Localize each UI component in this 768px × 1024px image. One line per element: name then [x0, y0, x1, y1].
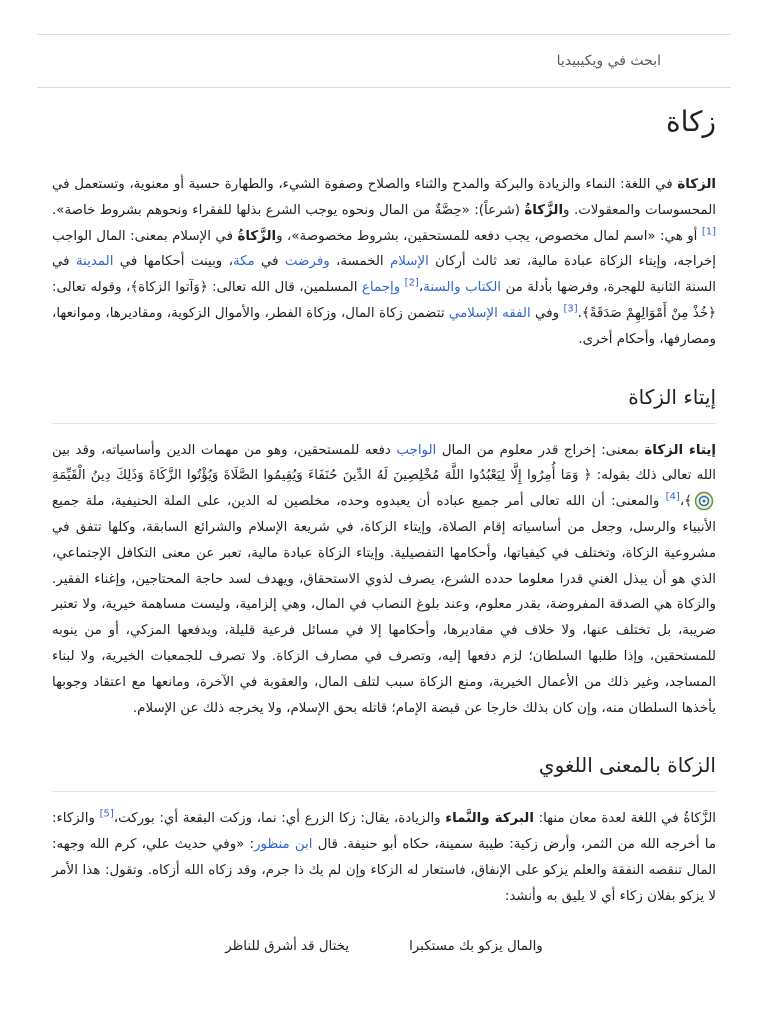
text: ، [418, 280, 424, 296]
link-fiqh[interactable]: الفقه الإسلامي [448, 305, 531, 321]
text: تتضمن زكاة المال، وزكاة الفطر، والأموال الزكوية، ومقاديرها، وموانعها، ومصارفها، وأحكام أخرى. [52, 305, 716, 347]
section-heading-itaa: إيتاء الزكاة [52, 379, 716, 424]
text: في السنة الثانية للهجرة، وفرضها بأدلة من [52, 254, 716, 296]
text: دفعه للمستحقين، وهو من مهمات الدين وأساسياته، وقد بين الله تعالى ذلك بقوله: ﴿ وَمَا أُمِرُوا إِلَّا لِيَعْبُدُوا اللَّهَ مُخْلِصِينَ لَهُ الدِّينَ حُنَفَاءَ وَيُقِيمُوا الصَّلَاةَ وَيُؤْتُوا الزَّكَاةَ وَذَلِكَ دِينُ الْقَيِّمَةِ [52, 442, 716, 484]
text: (شرعاً): «حِصَّةٌ من المال ونحوه يوجب الشرع بذلها للفقراء ونحوهم بشروط خاصة». [52, 202, 525, 218]
text: بمعنى: إخراج قدر معلوم من المال [436, 442, 645, 458]
text: المسلمين، قال الله تعالى: ﴿وَآتوا الزكاة﴾، وقوله تعالى: ﴿خُذْ مِنْ أَمْوَالِهِمْ صَدَقَةً﴾. [52, 280, 716, 321]
link-makkah[interactable]: مكة [232, 254, 255, 270]
itaa-paragraph [52, 438, 716, 722]
text: الخمسة، [329, 254, 390, 270]
bold-term: البركة والنَّماء [445, 811, 534, 827]
reference-link-1[interactable]: [1] [701, 226, 716, 238]
reference-link-2[interactable]: [2] [404, 277, 419, 289]
text: والزيادة، يقال: زكا الزرع أي: نما، وزكت البقعة أي: بوركت، [113, 811, 446, 827]
poem-verse [52, 934, 716, 960]
reference-link-3[interactable]: [3] [563, 303, 578, 315]
reference-link-4[interactable]: [4] [665, 491, 680, 503]
text: الزَّكاةُ في اللغة لعدة معان منها: [533, 811, 716, 827]
text: والمعنى: أن الله تعالى أمر جميع عباده أن يعبدوه وحده، مخلصين له الدين، على الملة الحنيفية، ملة جميع الأنبياء والرسل، وجعل من أساسياته إقام الصلاة، وإيتاء الزكاة، في شريعة الإسلام والشرائع السابقة، وكلها تتفق في مشروعية الزكاة، وتختلف في كيفياتها، وأحكامها التفصيلية. وإيتاء الزكاة عبادة مالية، تعبر عن معنى التكافل الإجتماعي، الذي هو أن يبذل الغني قدرا معلوما حدده الشرع، يصرف لذوي الاستحقاق، ويهدف لسد حاجة المحتاجين، وإغناء الفقير. والزكاة هي الصدقة المفروضة، بقدر معلوم، وعند بلوغ النصاب في المال، وهي إلزامية، وليست مساهمة خيرية، ولا تعتبر ضريبة، بل تختلف عنها، ولا خلاف في مقاديرها، وأحكامها إلا في مسائل فرعية قليلة، ويدفعها المزكي، أو من ينوبه للمستحقين، وإذا طلبها السلطان؛ لزم دفعها إليه، وتصرف في مصارف الزكاة. ولا تصرف للجمعيات الخيرية، ولا لبناء المساجد، وغير ذلك من الأعمال الخيرية، ومنع الزكاة سبب لتلف المال، والعقوبة في الآخرة، ومانعها مع اعتقاد وجوبها يأخذها السلطان منه، وإن كان بذلك خارجا عن قبضة الإمام؛ قاتله بحق الإسلام، ولا يخرجه ذلك عن الإسلام. [52, 494, 716, 716]
link-kitab[interactable]: الكتاب [465, 280, 502, 296]
link-sunnah[interactable]: والسنة [423, 280, 461, 296]
poem-first-hemistich: والمال يزكو بك مستكبرا [409, 938, 543, 954]
page-title: زكاة [665, 105, 716, 138]
article-content [52, 100, 716, 960]
ayah-end-icon [694, 491, 714, 511]
text: في الإسلام بمعنى: المال الواجب إخراجه، وإيتاء الزكاة عبادة مالية، تعد ثالث أركان [52, 228, 716, 270]
link-madinah[interactable]: المدينة [75, 254, 114, 270]
text: وفي [530, 305, 564, 321]
link-ijma[interactable]: وإجماع [361, 280, 401, 296]
link-furidat[interactable]: وفرضت [284, 254, 330, 270]
text: في [254, 254, 285, 270]
section-itaa [52, 379, 716, 722]
link-wajib[interactable]: الواجب [396, 442, 437, 458]
text: ، وبينت أحكامها في [113, 254, 233, 270]
text: في اللغة: النماء والزيادة والبركة والمدح والثناء والصلاح وصفوة الشيء، والطهارة حسية أو معنوية، وتستعمل في المحسوسات والمعقولات. و [52, 177, 716, 218]
reference-link-5[interactable]: [5] [99, 808, 114, 820]
lughawi-paragraph [52, 806, 716, 909]
link-islam[interactable]: الإسلام [389, 254, 429, 270]
bold-term: الزَّكاةُ [237, 228, 277, 244]
text: أو هي: «اسم لمال مخصوص، يجب دفعه للمستحقين، بشروط مخصوصة»، و [276, 228, 702, 244]
text: والزكاء: ما أخرجه الله من الثمر، وأرض زكية: طيبة سمينة، حكاه أبو حنيفة. قال [52, 811, 716, 853]
poem-second-hemistich: يختال قد أشرق للناظر [225, 938, 350, 954]
section-lughawi [52, 747, 716, 959]
search-input[interactable] [37, 53, 731, 69]
text: ﴾، [679, 494, 692, 510]
link-ibn-manzur[interactable]: ابن منظور [254, 837, 313, 853]
bold-term: إيتاء الزكاة [644, 442, 716, 458]
intro-paragraph [52, 172, 716, 353]
bold-term: الزَّكاةُ [524, 202, 564, 218]
text: : «وفي حديث علي، كرم الله وجهه: المال تنقصه النفقة والعلم يزكو على الإنفاق، فاستعار له الزكاء وإن لم يك ذا جرم، وقد زكاه الله أزكاه. وتقول: هذا الأمر لا يزكو بفلان زكاء أي لا يليق به وأنشد: [52, 837, 716, 904]
section-heading-lughawi: الزكاة بالمعنى اللغوي [52, 747, 716, 792]
bold-term: الزكاة [677, 177, 716, 192]
search-bar [37, 35, 731, 88]
